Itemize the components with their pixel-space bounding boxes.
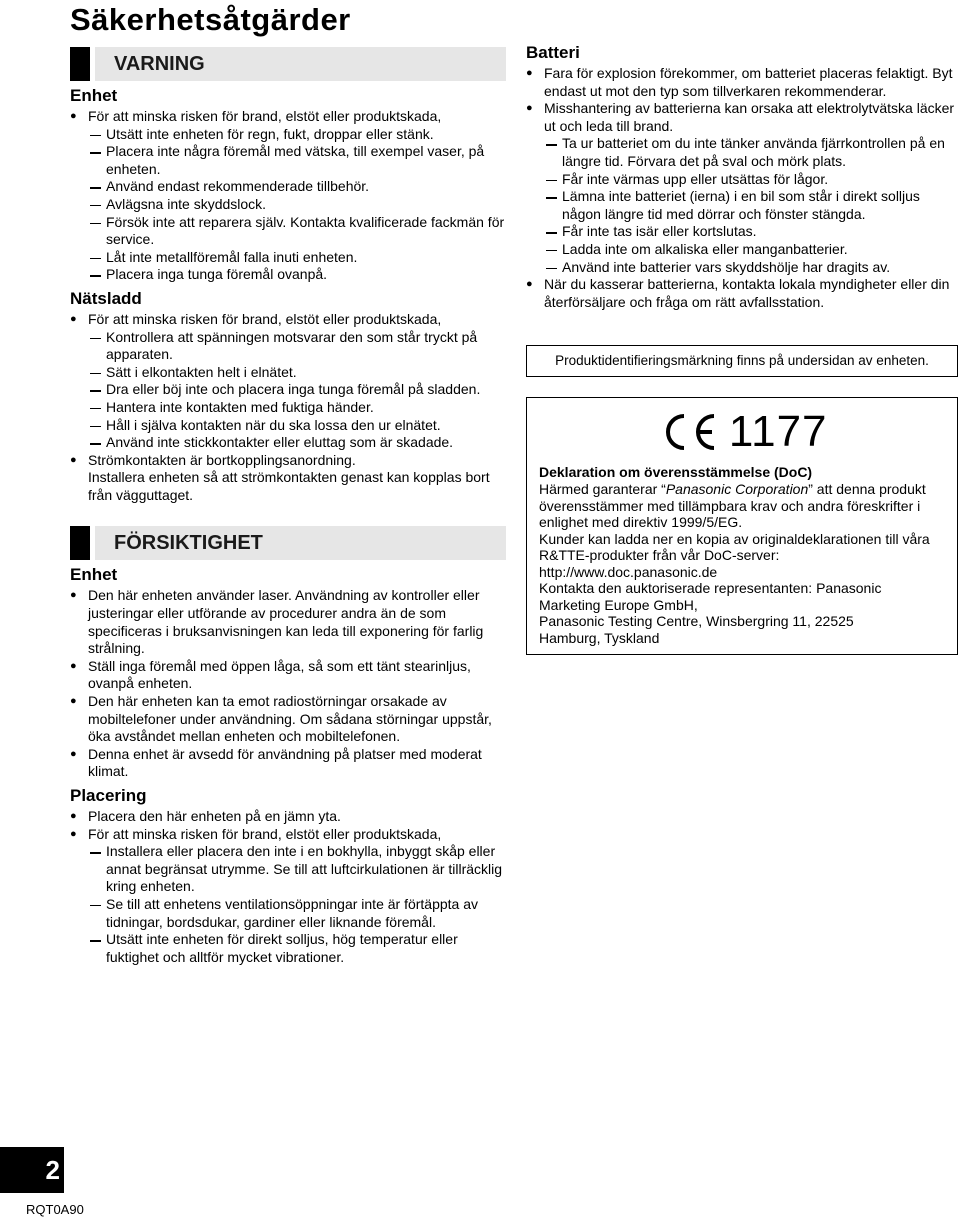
page-title: Säkerhetsåtgärder — [70, 2, 351, 37]
placement-heading: Placering — [70, 786, 147, 805]
caution-unit-list — [70, 587, 506, 781]
doc-download-text: Kunder kan ladda ner en kopia av originaldeklarationen till våra R&TTE-produkter från vår DoC-server: — [539, 530, 930, 564]
list-item: ● Strömkontakten är bortkopplingsanordning. Installera enheten så att strömkontakten genast kan kopplas bort från vägguttaget. — [70, 452, 506, 505]
list-item: ● Den här enheten använder laser. Användning av kontroller eller justeringar eller utförande av procedurer andra än de som specificeras i bruksanvisningen kan leda till exponering för farlig strålning. — [70, 587, 506, 657]
doc-url: http://www.doc.panasonic.de — [539, 563, 718, 580]
product-id-box: Produktidentifieringsmärkning finns på undersidan av enheten. — [526, 345, 958, 377]
right-column — [526, 43, 958, 655]
list-item: Får inte tas isär eller kortslutas. — [544, 223, 958, 241]
mains-heading: Nätsladd — [70, 288, 142, 308]
battery-list — [526, 65, 958, 311]
list-item: ● När du kasserar batterierna, kontakta lokala myndigheter eller din återförsäljare och fråga om rätt avfallsstation. — [526, 276, 958, 311]
list-item: Utsätt inte enheten för direkt solljus, hög temperatur eller fuktighet och alltför mycket vibrationer. — [88, 931, 506, 966]
caution-unit-heading: Enhet — [70, 565, 118, 585]
list-item: Använd inte stickkontakter eller eluttag som är skadade. — [88, 434, 506, 452]
ce-mark-icon — [656, 412, 718, 452]
list-item: Försök inte att reparera själv. Kontakta kvalificerade fackmän för service. — [88, 214, 506, 249]
doc-contact: Kontakta den auktoriserade representanten: Panasonic Marketing Europe GmbH, — [539, 580, 882, 613]
list-item: ● För att minska risken för brand, elstöt eller produktskada, Installera eller placera den inte i en bokhylla, inbyggt skåp eller annat begränsat utrymme. Se till att luftcirkulationen är tillräcklig kring enheten. Se till att enhetens ventilationsöppningar inte är förtäppta av tidningar, bordsdukar, gardiner eller liknande föremål. Utsätt inte enheten för direkt solljus, hög temperatur eller fuktighet och alltför mycket vibrationer. — [70, 826, 506, 967]
list-item: ● För att minska risken för brand, elstöt eller produktskada, Utsätt inte enheten för regn, fukt, droppar eller stänk. Placera inte några föremål med vätska, till exempel vaser, på enheten. Använd endast rekommenderade tillbehör. Avlägsna inte skyddslock. Försök inte att reparera själv. Kontakta kvalificerade fackmän för service. Låt inte metallföremål falla inuti enheten. Placera inga tunga föremål ovanpå. — [70, 108, 506, 284]
list-item: ● Fara för explosion förekommer, om batteriet placeras felaktigt. Byt endast ut mot den typ som tillverkaren rekommenderar. — [526, 65, 958, 100]
battery-heading: Batteri — [526, 43, 580, 62]
list-item: Placera inte några föremål med vätska, till exempel vaser, på enheten. — [88, 143, 506, 178]
list-item: ● Misshantering av batterierna kan orsaka att elektrolytvätska läcker ut och leda till brand. Ta ur batteriet om du inte tänker använda fjärrkontrollen på en längre tid. Förvara det på sval och mörk plats. Får inte värmas upp eller utsättas för lågor. Lämna inte batteriet (ierna) i en bil som står i direkt solljus någon längre tid med dörrar och fönster stängda. Får inte tas isär eller kortslutas. Ladda inte om alkaliska eller manganbatterier. Använd inte batterier vars skyddshölje har dragits av. — [526, 100, 958, 276]
list-item: Kontrollera att spänningen motsvarar den som står tryckt på apparaten. — [88, 329, 506, 364]
doc-box — [526, 397, 958, 655]
list-item: Sätt i elkontakten helt i elnätet. — [88, 364, 506, 382]
page-number: 2 — [0, 1147, 64, 1193]
doc-address-2: Hamburg, Tyskland — [539, 629, 660, 646]
document-code: RQT0A90 — [26, 1202, 84, 1217]
list-item: ● Placera den här enheten på en jämn yta. — [70, 808, 506, 826]
warning-banner — [70, 47, 506, 81]
ce-mark-row — [539, 407, 945, 457]
list-item: ● För att minska risken för brand, elstöt eller produktskada, Kontrollera att spänningen motsvarar den som står tryckt på apparaten. Sätt i elkontakten helt i elnätet. Dra eller böj inte och placera inga tunga föremål på sladden. Hantera inte kontakten med fuktiga händer. Håll i själva kontakten när du ska lossa den ur elnätet. Använd inte stickkontakter eller eluttag som är skadade. — [70, 311, 506, 452]
company-name: Panasonic Corporation — [665, 481, 809, 498]
warning-unit-list — [70, 108, 506, 284]
list-item: Använd endast rekommenderade tillbehör. — [88, 178, 506, 196]
list-item: Använd inte batterier vars skyddshölje har dragits av. — [544, 259, 958, 277]
left-column — [70, 47, 506, 966]
placement-list — [70, 808, 506, 966]
list-item: Installera eller placera den inte i en bokhylla, inbyggt skåp eller annat begränsat utrymme. Se till att luftcirkulationen är tillräcklig kring enheten. — [88, 843, 506, 896]
list-item: Ladda inte om alkaliska eller manganbatterier. — [544, 241, 958, 259]
list-item: Hantera inte kontakten med fuktiga händer. — [88, 399, 506, 417]
doc-heading: Deklaration om överensstämmelse (DoC) — [539, 464, 813, 481]
list-item: Dra eller böj inte och placera inga tunga föremål på sladden. — [88, 381, 506, 399]
warning-label: VARNING — [114, 53, 205, 75]
list-item: Lämna inte batteriet (ierna) i en bil som står i direkt solljus någon längre tid med dörrar och fönster stängda. — [544, 188, 958, 223]
list-item: ● Denna enhet är avsedd för användning på platser med moderat klimat. — [70, 746, 506, 781]
list-item: Håll i själva kontakten när du ska lossa den ur elnätet. — [88, 417, 506, 435]
caution-banner — [70, 526, 506, 560]
mains-list — [70, 311, 506, 505]
list-item: ● Ställ inga föremål med öppen låga, så som ett tänt stearinljus, ovanpå enheten. — [70, 658, 506, 693]
list-item: Utsätt inte enheten för regn, fukt, droppar eller stänk. — [88, 126, 506, 144]
list-item: Ta ur batteriet om du inte tänker använda fjärrkontrollen på en längre tid. Förvara det på sval och mörk plats. — [544, 135, 958, 170]
list-item: Får inte värmas upp eller utsättas för lågor. — [544, 171, 958, 189]
list-item: ● Den här enheten kan ta emot radiostörningar orsakade av mobiltelefoner under användning. Om sådana störningar uppstår, öka avståndet mellan enheten och mobiltelefonen. — [70, 693, 506, 746]
caution-label: FÖRSIKTIGHET — [114, 532, 263, 555]
doc-paragraph: Härmed garanterar “Panasonic Corporation” att denna produkt överensstämmer med tillämpbara krav och andra föreskrifter i enlighet med direktiv 1999/5/EG. — [539, 481, 926, 531]
list-item: Se till att enhetens ventilationsöppningar inte är förtäppta av tidningar, bordsdukar, gardiner eller liknande föremål. — [88, 896, 506, 931]
list-item: Avlägsna inte skyddslock. — [88, 196, 506, 214]
list-item: Låt inte metallföremål falla inuti enheten. — [88, 249, 506, 267]
list-item: Placera inga tunga föremål ovanpå. — [88, 266, 506, 284]
mains-note: Installera enheten så att strömkontakten genast kan kopplas bort från vägguttaget. — [88, 469, 490, 503]
warning-unit-heading: Enhet — [70, 86, 118, 105]
ce-number: 1177 — [728, 407, 828, 457]
doc-address-1: Panasonic Testing Centre, Winsbergring 11, 22525 — [539, 613, 854, 630]
